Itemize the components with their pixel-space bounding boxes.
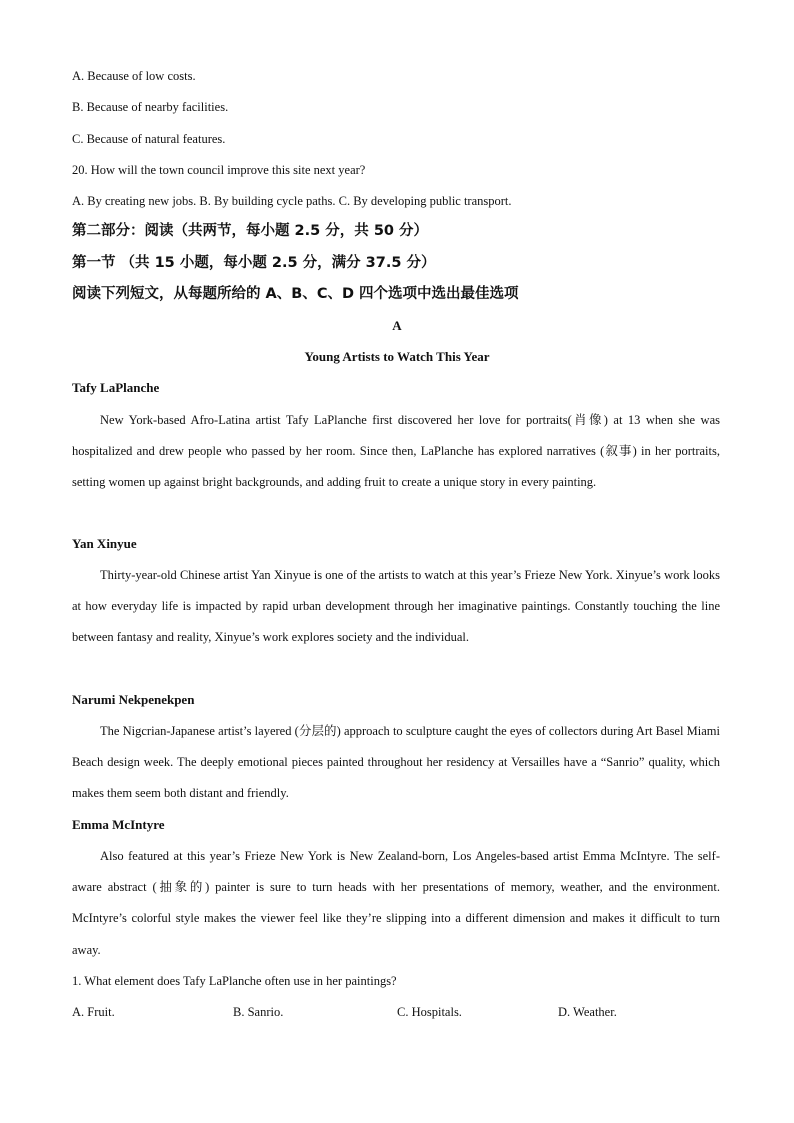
q19-option-a: A. Because of low costs. [72, 69, 196, 83]
artist-paragraph-mcintyre: Also featured at this year’s Frieze New York is New Zealand-born, Los Angeles-based artist Emma McIntyre. The self-aware abstract (抽象的) painter is sure to turn heads with her presentations of memory, weather, and the environment. McIntyre’s colorful style makes the viewer feel like they’re slipping into a different dimension and makes it difficult to turn away. [72, 849, 720, 957]
section1-heading: 第一节 （共 15 小题，每小题 2.5 分，满分 37.5 分） [72, 255, 436, 271]
question1-option-d: D. Weather. [558, 1005, 617, 1019]
q19-option-c: C. Because of natural features. [72, 132, 226, 146]
q19-option-b: B. Because of nearby facilities. [72, 100, 229, 114]
question1-option-b: B. Sanrio. [233, 1005, 284, 1019]
part2-heading: 第二部分：阅读（共两节，每小题 2.5 分，共 50 分） [72, 223, 429, 239]
artist-paragraph-yan: Thirty-year-old Chinese artist Yan Xinyue is one of the artists to watch at this year’s Frieze New York. Xinyue’s work looks at how everyday life is impacted by rapid urban development through her imaginative paintings. Constantly touching the line between fantasy and reality, Xinyue’s work explores society and the individual. [72, 568, 720, 645]
artist-name-nekpenekpen: Narumi Nekpenekpen [72, 692, 195, 707]
artist-paragraph-laplanche: New York-based Afro-Latina artist Tafy LaPlanche first discovered her love for portraits(肖像) at 13 when she was hospitalized and drew people who passed by her room. Since then, LaPlanche has explored narratives (叙事) in her portraits, setting women up against bright backgrounds, and adding fruit to create a unique story in every painting. [72, 413, 720, 490]
artist-paragraph-nekpenekpen: The Nigcrian-Japanese artist’s layered (分层的) approach to sculpture caught the eyes of collectors during Art Basel Miami Beach design week. The deeply emotional pieces painted throughout her residency at Versailles have a “Sanrio” quality, which makes them seem both distant and friendly. [72, 724, 720, 801]
artist-name-laplanche: Tafy LaPlanche [72, 380, 160, 395]
artist-name-yan: Yan Xinyue [72, 536, 137, 551]
reading-instruction: 阅读下列短文，从每题所给的 A、B、C、D 四个选项中选出最佳选项 [72, 286, 519, 302]
q20-stem: 20. How will the town council improve this site next year? [72, 163, 366, 177]
passage-title: Young Artists to Watch This Year [304, 349, 490, 364]
question1-stem: 1. What element does Tafy LaPlanche often use in her paintings? [72, 974, 397, 988]
q20-options: A. By creating new jobs. B. By building cycle paths. C. By developing public transport. [72, 194, 512, 208]
passage-label: A [392, 318, 402, 333]
question1-option-a: A. Fruit. [72, 1005, 115, 1019]
artist-name-mcintyre: Emma McIntyre [72, 817, 165, 832]
question1-option-c: C. Hospitals. [397, 1005, 462, 1019]
